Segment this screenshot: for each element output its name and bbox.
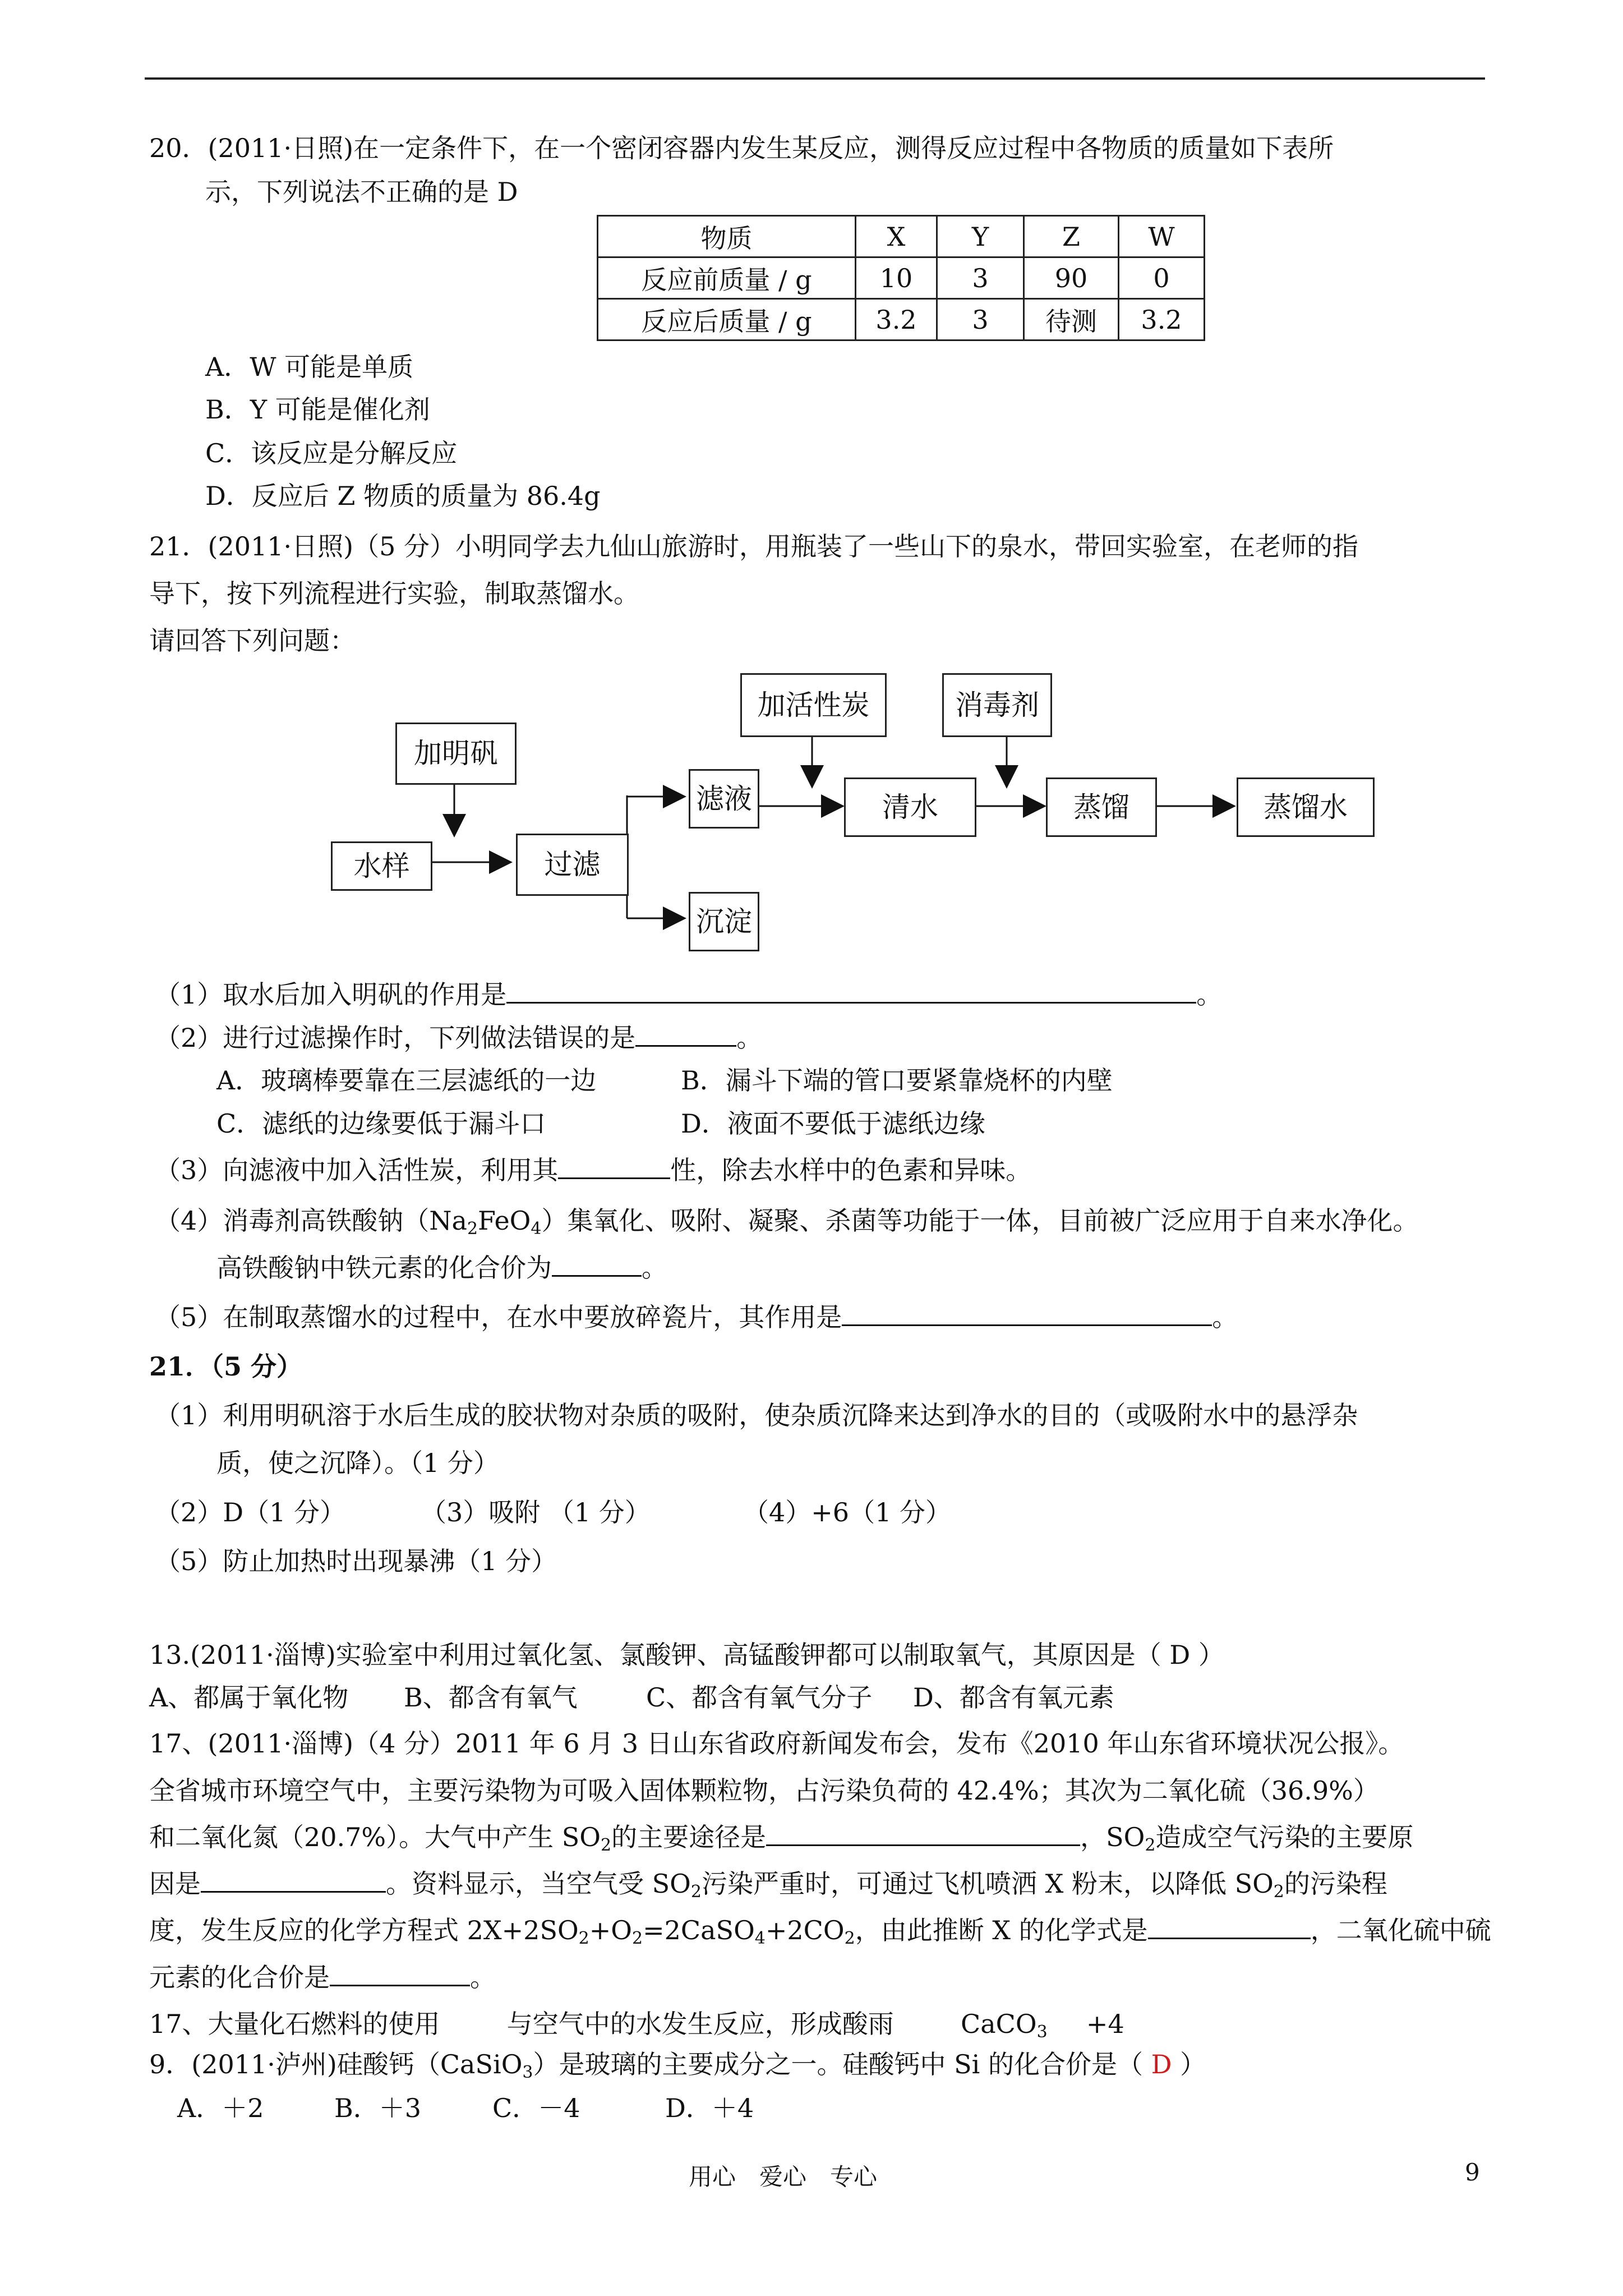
answer-blank	[552, 1253, 642, 1277]
flow-water-sample: 水样	[331, 841, 432, 891]
footer-motto: 用心 爱心 专心	[689, 2163, 878, 2191]
q21-p5	[155, 1301, 1238, 1333]
table-header-row	[598, 216, 1205, 257]
table-cell: 3.2	[1119, 299, 1205, 341]
q17-text: 的污染程	[1284, 1869, 1387, 1899]
q21-p2-option-b: B．漏斗下端的管口要紧靠烧杯的内壁	[681, 1065, 1113, 1096]
subscript: 2	[1145, 1835, 1156, 1855]
answer-blank	[558, 1155, 670, 1179]
q17-line4	[149, 1868, 1387, 1902]
table-cell: W	[1119, 216, 1205, 257]
q17-text: ，SO	[1080, 1822, 1145, 1852]
flow-activated-carbon: 加活性炭	[740, 673, 887, 737]
q17-line5	[149, 1915, 1491, 1946]
q20-option-d: D．反应后 Z 物质的质量为 86.4g	[205, 481, 601, 511]
table-cell: 3	[937, 257, 1024, 299]
a21-answer-2: （2）D（1 分）	[155, 1497, 346, 1527]
q21-p2-text: （2）进行过滤操作时，下列做法错误的是	[155, 1023, 636, 1053]
q21-p1	[155, 979, 1222, 1010]
q13-option-b: B、都含有氧气	[404, 1682, 578, 1713]
q17-text: 的主要途径是	[611, 1822, 767, 1852]
q20-option-c: C．该反应是分解反应	[205, 438, 458, 468]
q20-line2: 示，下列说法不正确的是 D	[205, 177, 518, 207]
q13-option-c: C、都含有氧气分子	[646, 1682, 873, 1713]
q21-p2-option-c: C．滤纸的边缘要低于漏斗口	[216, 1108, 546, 1139]
q21-p5-end: 。	[1212, 1302, 1238, 1332]
subscript: 3	[522, 2063, 533, 2082]
table-cell: 0	[1119, 257, 1205, 299]
a21-title: 21．（5 分）	[149, 1351, 303, 1382]
a21-answer-5: （5）防止加热时出现暴沸（1 分）	[155, 1546, 557, 1576]
q17-line2: 全省城市环境空气中，主要污染物为可吸入固体颗粒物，占污染负荷的 42.4%；其次为二氧化硫（36.9%）	[149, 1775, 1379, 1806]
q21-p3-text-a: （3）向滤液中加入活性炭，利用其	[155, 1155, 559, 1185]
a21-answer-3: （3）吸附 （1 分）	[421, 1497, 651, 1527]
table-cell: 10	[856, 257, 937, 299]
flow-alum: 加明矾	[395, 723, 517, 785]
q9-option-a: A．＋2	[177, 2093, 264, 2123]
a21-answer-1-line2: 质，使之沉降）。（1 分）	[216, 1448, 499, 1478]
q17-line1: 17、(2011·淄博)（4 分）2011 年 6 月 3 日山东省政府新闻发布会，发布《2010 年山东省环境状况公报》。	[149, 1728, 1404, 1759]
a21-answer-4: （4）+6（1 分）	[743, 1497, 951, 1527]
a21-answer-1-line1: （1）利用明矾溶于水后生成的胶状物对杂质的吸附，使杂质沉降来达到净水的目的（或吸附水中的悬浮杂	[155, 1400, 1358, 1430]
q21-p3	[155, 1154, 1031, 1186]
table-cell: 90	[1024, 257, 1119, 299]
mass-table	[597, 215, 1205, 341]
flow-filtrate: 滤液	[689, 769, 759, 829]
q21-p2	[155, 1022, 762, 1053]
q17-line3	[149, 1821, 1413, 1853]
subscript: 2	[690, 1882, 702, 1902]
page-number: 9	[1465, 2159, 1480, 2186]
q20-option-b: B．Y 可能是催化剂	[205, 394, 430, 425]
q21-p2-end: 。	[736, 1023, 763, 1053]
table-cell: Y	[937, 216, 1024, 257]
subscript: 2	[1273, 1882, 1284, 1902]
table-cell: 物质	[598, 216, 856, 257]
q17-text: 因是	[149, 1869, 201, 1899]
table-cell: 反应后质量 / g	[598, 299, 856, 341]
q17-text: ，二氧化硫中硫	[1310, 1915, 1491, 1945]
table-cell: Z	[1024, 216, 1119, 257]
q9-line1	[149, 2049, 1206, 2080]
answer-blank	[635, 1023, 736, 1047]
q17-text: +O	[589, 1915, 633, 1945]
q21-p4-text-a: （4）消毒剂高铁酸钠（Na	[155, 1205, 467, 1236]
flow-clear-water: 清水	[844, 777, 976, 837]
flow-distilled-water: 蒸馏水	[1237, 777, 1375, 837]
table-cell: 3	[937, 299, 1024, 341]
q9-text: 9．(2011·泸州)硅酸钙（CaSiO	[149, 2049, 523, 2079]
flow-diagram	[325, 673, 1391, 965]
q20-line1: 20．(2011·日照)在一定条件下，在一个密闭容器内发生某反应，测得反应过程中各物质的质量如下表所	[149, 133, 1334, 163]
q9-answer: D	[1151, 2049, 1172, 2079]
q9-option-b: B．＋3	[334, 2093, 422, 2123]
q17-text: ，由此推断 X 的化学式是	[855, 1915, 1148, 1945]
answer-blank	[1148, 1915, 1311, 1939]
table-cell: 待测	[1024, 299, 1119, 341]
q17-text: =2CaSO	[643, 1915, 755, 1945]
q21-p4	[155, 1205, 1419, 1239]
flow-precipitate: 沉淀	[689, 892, 759, 951]
q21-line1: 21．(2011·日照)（5 分）小明同学去九仙山旅游时，用瓶装了一些山下的泉水，带回实验室，在老师的指	[149, 531, 1359, 562]
q17-answer-c: CaCO	[961, 2009, 1037, 2039]
q17-line6	[149, 1962, 496, 1993]
header-rule	[145, 77, 1485, 80]
table-cell: 3.2	[856, 299, 937, 341]
q21-p4-line2	[216, 1252, 667, 1283]
q21-p1-text: （1）取水后加入明矾的作用是	[155, 979, 507, 1010]
q20-option-a: A．W 可能是单质	[205, 352, 414, 382]
subscript: 2	[467, 1219, 478, 1239]
q17-answer-d: +4	[1086, 2009, 1124, 2039]
table-cell: 反应前质量 / g	[598, 257, 856, 299]
q21-p4-formula: FeO	[478, 1205, 531, 1236]
q9-text: ）是玻璃的主要成分之一。硅酸钙中 Si 的化合价是（	[533, 2049, 1143, 2079]
answer-blank	[506, 979, 1196, 1004]
q21-line2: 导下，按下列流程进行实验，制取蒸馏水。	[149, 578, 639, 609]
q17-answer	[149, 2008, 1124, 2040]
table-row	[598, 299, 1205, 341]
q13-option-d: D、都含有氧元素	[913, 1682, 1114, 1713]
q9-option-d: D．＋4	[665, 2093, 754, 2123]
answer-blank	[842, 1302, 1212, 1326]
flow-distill: 蒸馏	[1046, 777, 1157, 837]
q17-text: 元素的化合价是	[149, 1962, 330, 1993]
q17-text: 。资料显示，当空气受 SO	[386, 1869, 691, 1899]
q17-text: 污染严重时，可通过飞机喷洒 X 粉末，以降低 SO	[701, 1869, 1274, 1899]
q17-answer-a: 17、大量化石燃料的使用	[149, 2009, 440, 2039]
q21-p2-option-a: A．玻璃棒要靠在三层滤纸的一边	[216, 1065, 597, 1096]
q17-text: +2CO	[765, 1915, 845, 1945]
q17-text: 度，发生反应的化学方程式 2X+2SO	[149, 1915, 579, 1945]
q21-p5-text: （5）在制取蒸馏水的过程中，在水中要放碎瓷片，其作用是	[155, 1302, 842, 1332]
subscript: 2	[600, 1835, 612, 1855]
q9-text: ）	[1180, 2049, 1206, 2079]
answer-blank	[330, 1962, 470, 1986]
answer-blank	[201, 1869, 386, 1893]
q21-p3-text-b: 性，除去水样中的色素和异味。	[670, 1155, 1032, 1185]
q17-text: 。	[470, 1962, 496, 1993]
subscript: 4	[531, 1219, 542, 1239]
q21-line3: 请回答下列问题：	[149, 625, 356, 656]
q17-text: 和二氧化氮（20.7%）。大气中产生 SO	[149, 1822, 601, 1852]
table-cell: X	[856, 216, 937, 257]
subscript: 3	[1036, 2022, 1048, 2042]
flow-disinfectant: 消毒剂	[942, 673, 1052, 737]
subscript: 2	[632, 1929, 643, 1948]
q13-option-a: A、都属于氧化物	[149, 1682, 349, 1713]
answer-blank	[766, 1822, 1080, 1846]
q21-p4-text-b: ）集氧化、吸附、凝聚、杀菌等功能于一体，目前被广泛应用于自来水净化。	[541, 1205, 1419, 1236]
q17-text: 造成空气污染的主要原	[1155, 1822, 1414, 1852]
q13-line1: 13.(2011·淄博)实验室中利用过氧化氢、氯酸钾、高锰酸钾都可以制取氧气，其原因是（ D ）	[149, 1640, 1224, 1670]
flow-filter: 过滤	[516, 834, 629, 896]
q21-p1-end: 。	[1196, 979, 1223, 1010]
subscript: 2	[578, 1929, 589, 1948]
q21-p4-text-c: 高铁酸钠中铁元素的化合价为	[216, 1253, 552, 1283]
table-row	[598, 257, 1205, 299]
q21-p4-end: 。	[642, 1253, 667, 1283]
q17-answer-b: 与空气中的水发生反应，形成酸雨	[506, 2009, 894, 2039]
q21-p2-option-d: D．液面不要低于滤纸边缘	[681, 1108, 985, 1139]
q9-option-c: C．－4	[492, 2093, 580, 2123]
subscript: 4	[754, 1929, 766, 1948]
subscript: 2	[844, 1929, 855, 1948]
